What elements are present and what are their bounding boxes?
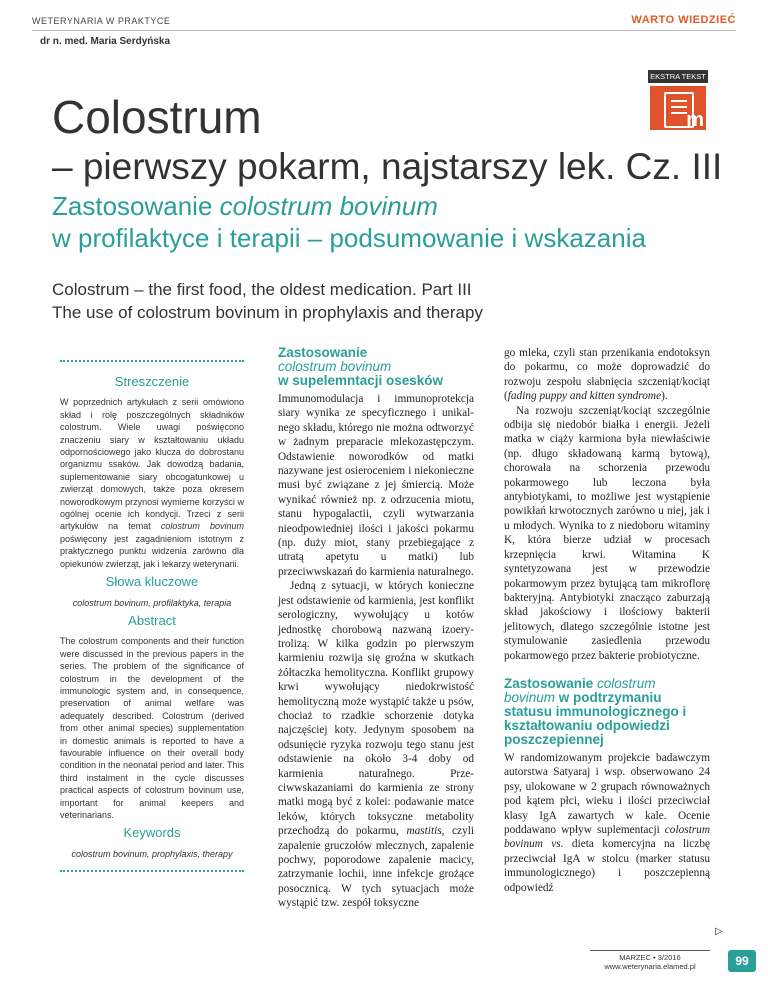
paragraph: Na rozwoju szczeniąt/kociąt szczególnie odbija się niedobór białka i energii. Jeżeli matka w ciąży karmiona była niewłaściwie (np. długo składowaną karmą bytową), chorowała na schorzenia przewodu pokarmowego lub leczona była antybiotykami, to możliwe jest wystąpienie powikłań krwotocznych zarówno u niej, jak i u młodych. Wynika to z niedoboru witaminy K, która bierze udział w procesach krzepnięcia krwi. Witamina K syntetyzowana jest w przewodzie pokarmowym przez bytującą tam mikroflorę bakteryjną. Antybiotyki znacząco zaburzają skład jakościowy i ilościowy bakterii jelitowych, dlatego szczególnie istotne jest stymulowanie zasiedlenia przewodu pokarmowego przez bakterie probiotyczne. [504, 404, 710, 662]
page-footer [590, 950, 710, 971]
article-section-title: Zastosowanie colostrum bovinum w profilaktyce i terapii – podsumowanie i wskazania [52, 191, 646, 253]
paragraph: Immunomodulacja i immunoprotekcja siary wynika ze specyficznego i unikalnego składu, którego nie można odtworzyć w żadnym preparacie mlekozastępczym. Odstawienie noworodków od matki nazywane jest osieroceniem i niekonieczne musi być związane z jej śmiercią. Może wynikać również np. z odrzucenia miotu, stanu hypogalactii, czyli wytwarzania nieodpowiedniej ilości i jakości pokarmu (np. duży miot, stany przebiegające z utratą apetytu u matki) lub przeciwwskazań do karmienia naturalnego. [278, 393, 474, 578]
sidebar-divider-bottom [60, 870, 244, 872]
abstract-sidebar [60, 360, 244, 872]
page-number: 99 [728, 950, 756, 972]
header-divider [32, 30, 736, 31]
article-title: Colostrum [52, 91, 262, 143]
section-heading-supplementation: Zastosowanie colostrum bovinum w supelemntacji osesków [278, 345, 444, 388]
site-url: www.weterynaria.elamed.pl [604, 962, 696, 971]
paragraph: W randomizowanym projekcie badawczym autorstwa Satyaraj i wsp. obserwowano 24 psy, ulokowane w 2 grupach równoważnych pod kątem płci, wieku i ilości przeciwciał klasy IgA zawartych w kale. Ocenie poddawano wpływ suplementacji colostrum bovinum vs. dieta komercyjna na liczbę przeciwciał IgA w stolcu (marker statusu immunologicznego) i poszczepienną odpowiedź [504, 751, 710, 894]
sidebar-divider-top [60, 360, 244, 362]
paragraph: go mleka, czyli stan przenikania endotoksyn do pokarmu, co może doprowadzić do rozwoju zespołu słabnięcia szczeniąt/kociąt (fading puppy and kitten syndrome). [504, 347, 710, 403]
triangle-right-icon: ▷ [715, 926, 723, 937]
keywords-text: colostrum bovinum, prophylaxis, therapy [71, 848, 233, 859]
issue-label: MARZEC • 3/2016 [619, 953, 681, 962]
english-title: Colostrum – the first food, the oldest medication. Part III The use of colostrum bovinum in prophylaxis and therapy [52, 280, 483, 322]
category-label: WARTO WIEDZIEĆ [631, 14, 736, 26]
slowa-kluczowe-text: colostrum bovinum, profilaktyka, terapia [72, 597, 232, 608]
paragraph: Jedną z sytuacji, w których konieczne jest odstawienie od karmienia, jest konflikt serologiczny, wywołujący u kotów jednostkę chorobową nazwaną izoerytrolizą. W kilka godzin po pierwszym karmieniu rozwija się groźna w skutkach żółtaczka hemolityczna. Konflikt grupowy krwi wywołujący niedokrwistość hemolityczną może wystąpić także u psów, chociaż to rzadkie schorzenie dotyka najczęściej koty. Jedynym sposobem na odsunięcie ryzyka rozwoju tego stanu jest odstawienie na około 3-4 doby od karmienia naturalnego. Przeciwwskazaniami do karmienia ze strony matki mogą być z kolei: podawanie matce leków, których toksyczne metabolity przechodzą do pokarmu, mastitis, czyli zapalenie gruczołów mlecznych, zapalenie pochwy, poporodowe zapalenie macicy, zatrzymanie lochii, inne infekcje grożące posocznicą. W tych sytuacjach może wystąpić tzw. zespół toksyczne [278, 580, 474, 910]
author-name: dr n. med. Maria Serdyńska [40, 36, 171, 47]
abstract-text: The colostrum components and their function were discussed in the previous papers in the series. The problem of the significance of colostrum in the development of the immunologic system and, in consequence, preservation of animal welfare was adequately described. Colostrum (derived from other animal species) supplementation in domestic animals is reported to have a favourable influence on their overall body condition in the neonatal period and later. This third instalment in the cycle discusses practical aspects of colostrum bovinum use, important for animal keepers and veterinarians. [60, 636, 244, 820]
badge-letter: m [686, 109, 704, 131]
section-label: WETERYNARIA W PRAKTYCE [32, 16, 171, 26]
article-subtitle: – pierwszy pokarm, najstarszy lek. Cz. III [52, 146, 723, 187]
streszczenie-heading: Streszczenie [114, 374, 190, 389]
streszczenie-text: W poprzednich artykułach z serii omówiono skład i rolę poszczególnych składników colostrum. Wiele uwagi poświęcono znaczeniu siary w kształtowaniu układu odpornościowego jako klucza do dobrostanu organizmu ssaków. Jak dowodzą badania, suplementowanie siary obcogatunkowej u zwierząt domowych, także poza okresem noworodkowym przynosi wymierne korzyści w ogólnej ocenie ich kondycji. Trzeci z serii artykułów na temat colostrum bovinum poświęcony jest zagadnieniom istotnym z praktycznego punktu widzenia zarówno dla opiekunów zwierząt, jak i lekarzy weterynarii. [60, 397, 244, 569]
document-m-icon [650, 86, 706, 130]
body-column-2 [504, 346, 710, 895]
extra-text-badge: EKSTRA TEKST [648, 70, 708, 83]
section-heading-immunology: Zastosowanie colostrum bovinum w podtrzymaniu statusu immunologicznego i kształtowaniu odpowiedzi poszczepiennej [504, 675, 687, 747]
abstract-heading: Abstract [128, 612, 176, 628]
keywords-heading: Keywords [123, 825, 181, 841]
body-column-1 [278, 346, 474, 911]
slowa-kluczowe-heading: Słowa kluczowe [105, 574, 199, 590]
